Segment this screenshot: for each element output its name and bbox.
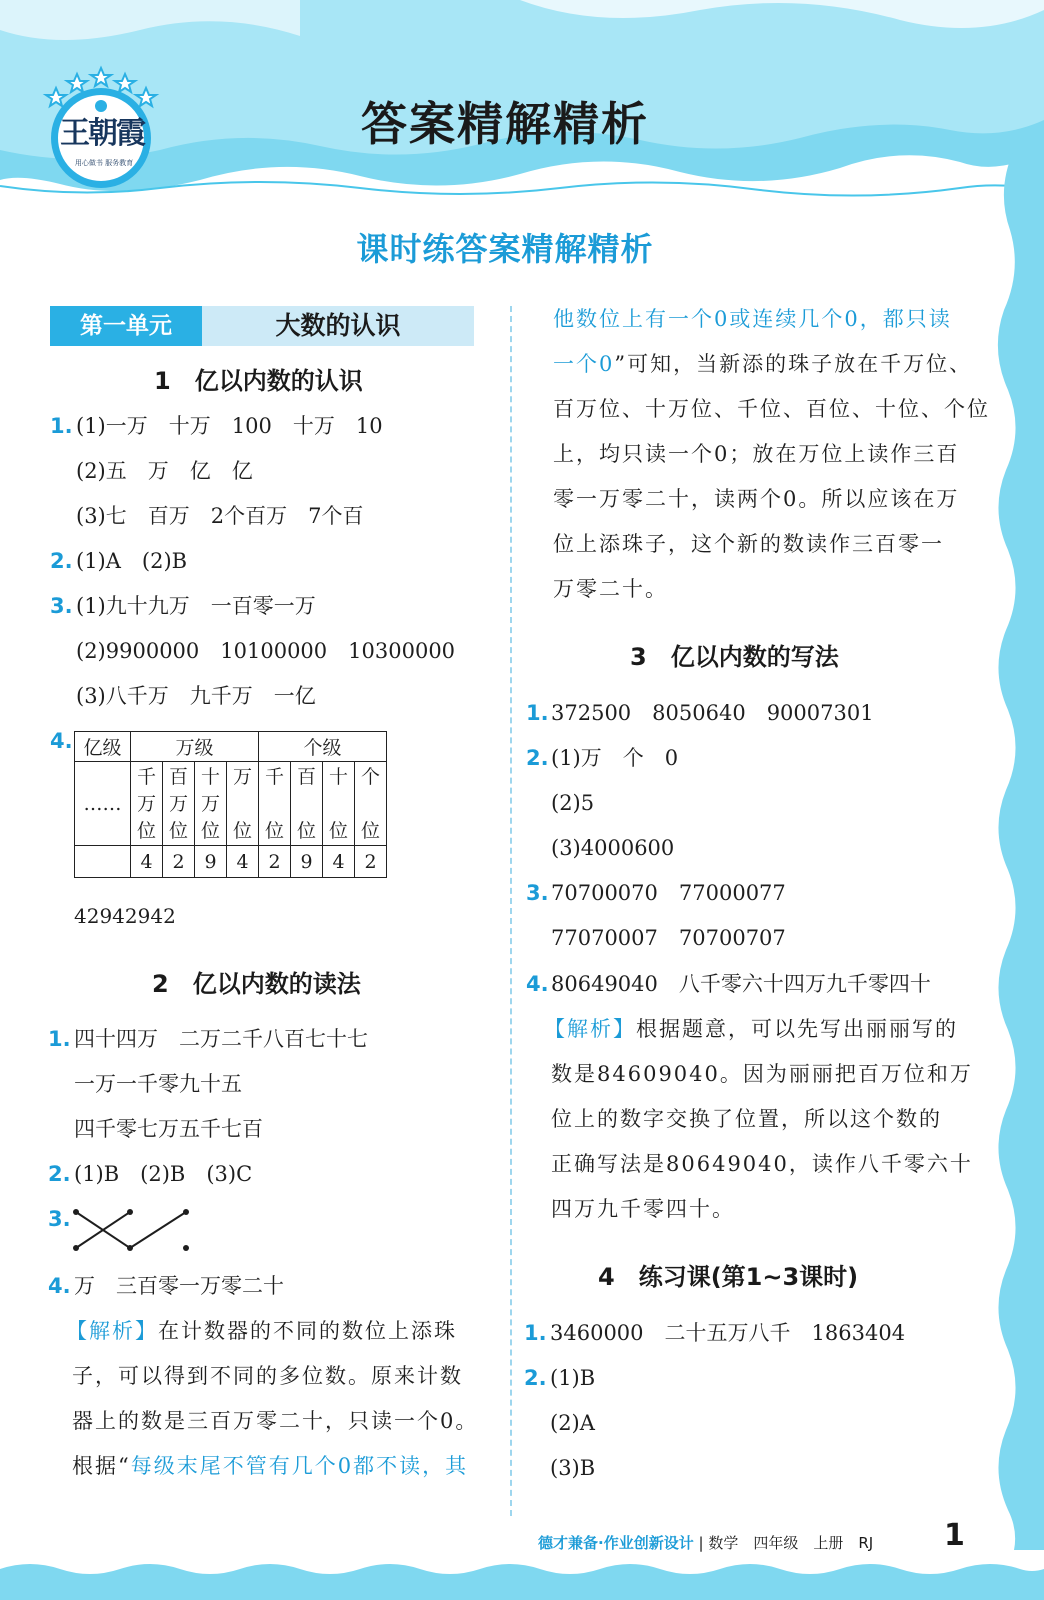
explanation-line: 百万位、十万位、千位、百位、十位、个位 bbox=[553, 397, 990, 421]
answer-line: (3)八千万 九千万 一亿 bbox=[76, 684, 316, 708]
question-number: 1. bbox=[524, 1321, 547, 1345]
question-number: 4. bbox=[50, 729, 73, 753]
page-number: 1 bbox=[944, 1518, 965, 1553]
question-number: 2. bbox=[526, 746, 549, 770]
footer-separator: | bbox=[698, 1534, 704, 1552]
table-place-cell: 个 位 bbox=[355, 762, 387, 846]
unit-name: 大数的认识 bbox=[275, 311, 401, 340]
question-number: 2. bbox=[50, 549, 73, 573]
table-place-cell: 千 位 bbox=[259, 762, 291, 846]
question-number: 3. bbox=[50, 594, 73, 618]
table-digit: 4 bbox=[227, 846, 259, 878]
section-title-4: 4 练习课(第1~3课时) bbox=[598, 1263, 859, 1291]
place-value-table bbox=[74, 731, 387, 878]
explanation-line: 一个0”可知，当新添的珠子放在千万位、 bbox=[553, 352, 973, 376]
bottom-wave-decoration bbox=[0, 1555, 1044, 1600]
table-digit: 9 bbox=[195, 846, 227, 878]
answer-line: 372500 8050640 90007301 bbox=[551, 701, 874, 725]
answer-line: 77070007 70700707 bbox=[551, 926, 786, 950]
table-empty-cell bbox=[75, 846, 131, 878]
explanation-line: 万零二十。 bbox=[553, 577, 668, 601]
table-place-cell: 十 万 位 bbox=[195, 762, 227, 846]
explanation-line: 根据“每级末尾不管有几个0都不读，其 bbox=[72, 1454, 469, 1478]
page-title: 答案精解精析 bbox=[361, 97, 649, 151]
table-header-yi: 亿级 bbox=[75, 732, 131, 762]
explanation-tag: 【解析】 bbox=[544, 1017, 636, 1041]
table-ellipsis: …… bbox=[75, 762, 131, 846]
explanation-line: 他数位上有一个0或连续几个0，都只读 bbox=[553, 307, 952, 331]
explanation-tag: 【解析】 bbox=[66, 1319, 158, 1343]
answer-line: 70700070 77000077 bbox=[551, 881, 786, 905]
question-number: 2. bbox=[524, 1366, 547, 1390]
footer-subject: 数学 四年级 上册 RJ bbox=[708, 1534, 874, 1552]
table-digit: 2 bbox=[259, 846, 291, 878]
table-digit: 4 bbox=[131, 846, 163, 878]
table-place-cell: 百 位 bbox=[291, 762, 323, 846]
page-subtitle: 课时练答案精解精析 bbox=[356, 230, 654, 268]
answer-line: 四十四万 二万二千八百七十七 bbox=[74, 1027, 368, 1051]
answer-line: (1)A (2)B bbox=[76, 549, 188, 573]
answer-line: (2)五 万 亿 亿 bbox=[76, 459, 253, 483]
table-place-cell: 十 位 bbox=[323, 762, 355, 846]
answer-line: (1)一万 十万 100 十万 10 bbox=[76, 414, 383, 438]
question-number: 3. bbox=[48, 1207, 71, 1231]
table-place-cell: 百 万 位 bbox=[163, 762, 195, 846]
unit-header bbox=[50, 306, 474, 346]
question-number: 1. bbox=[526, 701, 549, 725]
table-header-ge: 个级 bbox=[259, 732, 387, 762]
answer-line: (2)5 bbox=[551, 791, 595, 815]
question-number: 4. bbox=[526, 972, 549, 996]
answer-line: 四千零七万五千七百 bbox=[74, 1117, 263, 1141]
explanation-line: 数是84609040。因为丽丽把百万位和万 bbox=[551, 1062, 973, 1086]
explanation-line: 零一万零二十，读两个0。所以应该在万 bbox=[553, 487, 960, 511]
answer-line: 万 三百零一万零二十 bbox=[74, 1274, 284, 1298]
explanation-line: 位上添珠子，这个新的数读作三百零一 bbox=[553, 532, 944, 556]
column-divider bbox=[510, 306, 512, 1516]
matching-lines-diagram bbox=[70, 1206, 194, 1256]
logo-text: 王朝霞 bbox=[60, 116, 144, 151]
answer-line: (1)万 个 0 bbox=[551, 746, 679, 770]
answer-line: (1)九十九万 一百零一万 bbox=[76, 594, 316, 618]
question-number: 2. bbox=[48, 1162, 71, 1186]
answer-line: (2)A bbox=[550, 1411, 595, 1435]
explanation-line: 器上的数是三百万零二十，只读一个0。 bbox=[72, 1409, 479, 1433]
answer-line: (1)B bbox=[550, 1366, 596, 1390]
answer-line: (3)七 百万 2个百万 7个百 bbox=[76, 504, 364, 528]
table-place-cell: 千 万 位 bbox=[131, 762, 163, 846]
logo-tagline: 用心做书 服务教育 bbox=[74, 159, 134, 167]
answer-line: 42942942 bbox=[74, 904, 176, 928]
answer-line: 80649040 八千零六十四万九千零四十 bbox=[551, 972, 931, 996]
explanation-line: 正确写法是80649040，读作八千零六十 bbox=[551, 1152, 973, 1176]
question-number: 1. bbox=[50, 414, 73, 438]
explanation-line: 【解析】在计数器的不同的数位上添珠 bbox=[66, 1319, 457, 1343]
table-digit: 4 bbox=[323, 846, 355, 878]
section-title-3: 3 亿以内数的写法 bbox=[630, 643, 839, 671]
explanation-line: 四万九千零四十。 bbox=[551, 1197, 735, 1221]
answer-line: 3460000 二十五万八千 1863404 bbox=[550, 1321, 906, 1345]
table-header-wan: 万级 bbox=[131, 732, 259, 762]
answer-line: (2)9900000 10100000 10300000 bbox=[76, 639, 456, 663]
explanation-line: 上，均只读一个0；放在万位上读作三百 bbox=[553, 442, 960, 466]
page-footer bbox=[538, 1532, 873, 1553]
table-digit: 2 bbox=[163, 846, 195, 878]
section-title-2: 2 亿以内数的读法 bbox=[152, 970, 361, 998]
answer-line: (1)B (2)B (3)C bbox=[74, 1162, 253, 1186]
question-number: 1. bbox=[48, 1027, 71, 1051]
table-place-cell: 万 位 bbox=[227, 762, 259, 846]
unit-tag: 第一单元 bbox=[50, 306, 202, 346]
question-number: 3. bbox=[526, 881, 549, 905]
answer-line: (3)B bbox=[550, 1456, 596, 1480]
answer-line: (3)4000600 bbox=[551, 836, 675, 860]
answer-line: 一万一千零九十五 bbox=[74, 1072, 242, 1096]
section-title-1: 1 亿以内数的认识 bbox=[154, 367, 363, 395]
explanation-line: 位上的数字交换了位置，所以这个数的 bbox=[551, 1107, 942, 1131]
table-digit: 2 bbox=[355, 846, 387, 878]
table-digit: 9 bbox=[291, 846, 323, 878]
footer-brand: 德才兼备·作业创新设计 bbox=[538, 1534, 694, 1552]
explanation-line: 【解析】根据题意，可以先写出丽丽写的 bbox=[544, 1017, 958, 1041]
question-number: 4. bbox=[48, 1274, 71, 1298]
explanation-line: 子，可以得到不同的多位数。原来计数 bbox=[72, 1364, 463, 1388]
side-wave-decoration bbox=[974, 150, 1044, 1550]
